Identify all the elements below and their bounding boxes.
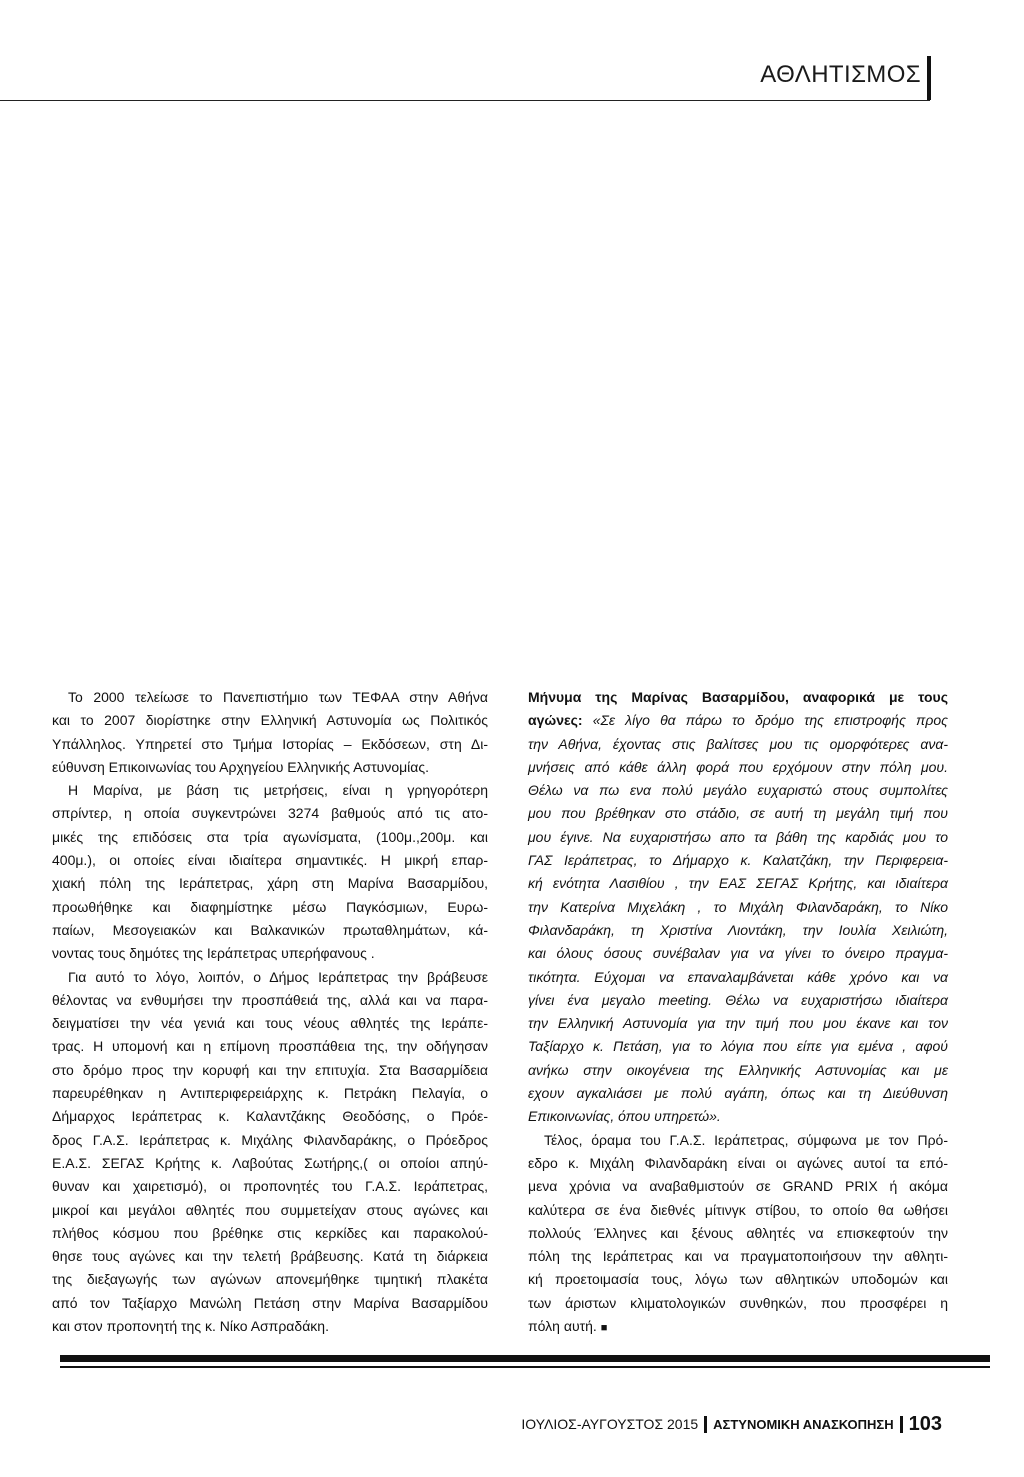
text-line: θησε τους αγώνες και την τελετή βράβευσης. Κατά τη διάρκεια <box>52 1248 488 1265</box>
quote-line: Επικοινωνίας, όπου υπηρετώ». <box>528 1108 721 1125</box>
quote-line: μου που βρέθηκαν στο στάδιο, σε αυτή τη μεγάλη τιμή που <box>528 805 948 822</box>
text-line: της διεξαγωγής των αγώνων απονεμήθηκε τιμητική πλακέτα <box>52 1271 488 1288</box>
article-column-right <box>528 686 948 1338</box>
quote-line: τικότητα. Εύχομαι να επαναλαμβάνεται κάθε χρόνο και να <box>528 968 948 985</box>
quote-line: Ταξίαρχο κ. Πετάση, για το λόγια που είπε για εμένα , αφού <box>528 1038 948 1055</box>
text-line: πολλούς Έλληνες και ξένους αθλητές να επισκεφτούν την <box>528 1224 948 1241</box>
quote-line: μου έγινε. Να ευχαριστήσω απο τα βάθη της καρδιάς μου το <box>528 828 948 845</box>
text-line: εύθυνση Επικοινωνίας του Αρχηγείου Ελληνικής Αστυνομίας. <box>52 758 430 775</box>
text-line: πόλη της Ιεράπετρας και να πραγματοποιήσουν την αθλητι- <box>528 1248 948 1265</box>
text-line <box>528 709 948 732</box>
text-line: θυναν και χαιρετισμό), οι προπονητές του Γ.Α.Σ. Ιεράπετρας, <box>52 1178 488 1195</box>
footer-issue: ΙΟΥΛΙΟΣ-ΑΥΓΟΥΣΤΟΣ 2015 <box>521 1416 699 1432</box>
quote-line: ΓΑΣ Ιεράπετρας, το Δήμαρχο κ. Καλατζάκη, την Περιφερεια- <box>528 852 948 869</box>
quote-line: την Αθήνα, έχοντας στις βαλίτσες μου τις ομορφότερες ανα- <box>528 735 948 752</box>
quote-line: την Κατερίνα Μιχελάκη , το Μιχάλη Φιλανδαράκη, το Νίκο <box>528 898 948 915</box>
quote-line: Φιλανδαράκη, τη Χριστίνα Λιοντάκη, την Ιουλία Χειλιώτη, <box>528 921 948 938</box>
article-column-left <box>52 686 488 1338</box>
text-line <box>528 1315 948 1338</box>
end-mark-icon: ■ <box>600 1322 608 1335</box>
quote-line: την Ελληνική Αστυνομία για την τιμή που μου έκανε και τον <box>528 1015 948 1032</box>
quote-line: μνήσεις από κάθε άλλη φορά που ερχόμουν στην πόλη μου. <box>528 758 948 775</box>
text-line: Δήμαρχος Ιεράπετρας κ. Καλαντζάκης Θεοδόσης, ο Πρόε- <box>52 1108 488 1125</box>
text-line: μικροί και μεγάλοι αθλητές που συμμετείχαν στους αγώνες και <box>52 1201 488 1218</box>
footer-magazine-title: ΑΣΤΥΝΟΜΙΚΗ ΑΝΑΣΚΟΠΗΣΗ <box>713 1416 894 1432</box>
text-line: παίων, Μεσογειακών και Βαλκανικών πρωταθλημάτων, κά- <box>52 921 488 938</box>
text-line: παρευρέθηκαν η Αντιπεριφερειάρχης κ. Πετράκη Πελαγία, ο <box>52 1085 488 1102</box>
text-line: των άριστων κλιματολογικών συνθηκών, που προσφέρει η <box>528 1294 948 1311</box>
footer-separator <box>900 1416 903 1433</box>
text-line: θέλοντας να ενθυμήσει την προσπάθειά της, αλλά και να παρα- <box>52 991 488 1008</box>
text-line: και στον προπονητή της κ. Νίκο Ασπραδάκη. <box>52 1318 329 1335</box>
text-line: χιακή πόλη της Ιεράπετρας, χάρη στη Μαρίνα Βασαρμίδου, <box>52 875 488 892</box>
text-line: Ε.Α.Σ. ΣΕΓΑΣ Κρήτης κ. Λαβούτας Σωτήρης,( οι οποίοι απηύ- <box>52 1154 488 1171</box>
text-line: 400μ.), οι οποίες είναι ιδιαίτερα σημαντικές. Η μικρή επαρ- <box>52 852 488 869</box>
text-line: τρας. Η υπομονή και η επίμονη προσπάθεια της, την οδήγησαν <box>52 1038 488 1055</box>
footer-rule-thin <box>60 1366 990 1368</box>
text-line: Η Μαρίνα, με βάση τις μετρήσεις, είναι η γρηγορότερη <box>68 782 488 799</box>
page-number: 103 <box>908 1412 942 1435</box>
text-line: προωθήθηκε και διαφημίστηκε μέσω Παγκόσμιων, Ευρω- <box>52 898 488 915</box>
quote-line: και όλους όσους συνέβαλαν για να γίνει το όνειρο πραγμα- <box>528 945 948 962</box>
text-line: μενα χρόνια να αναβαθμιστούν σε GRAND PRIX ή ακόμα <box>528 1178 948 1195</box>
footer-rule-thick <box>60 1355 990 1362</box>
text-line: δειγματίσει την νέα γενιά και τους νέους αθλητές της Ιεράπε- <box>52 1015 488 1032</box>
quote-line: εχουν αγκαλιάσει με πολύ αγάπη, όπως και τη Διεύθυνση <box>528 1085 948 1102</box>
quote-line: Θέλω να πω ενα πολύ μεγάλο ευχαριστώ στους συμπολίτες <box>528 782 948 799</box>
section-bar <box>927 56 931 100</box>
quote-line: κή ενότητα Λασιθίου , την ΕΑΣ ΣΕΓΑΣ Κρήτης, και ιδιαίτερα <box>528 875 948 892</box>
text-line: εδρο κ. Μιχάλη Φιλανδαράκη είναι οι αγώνες αυτοί τα επό- <box>528 1154 948 1171</box>
footer-separator <box>704 1416 707 1433</box>
message-title-end: αγώνες: <box>528 712 583 729</box>
quote-text: «Σε λίγο θα πάρω το δρόμο της επιστροφής προς <box>592 712 948 729</box>
quote-line: ανήκω στην οικογένεια της Ελληνικής Αστυνομίας και με <box>528 1061 948 1078</box>
section-title: ΑΘΛΗΤΙΣΜΟΣ <box>760 61 921 88</box>
quote-line: γίνει ένα μεγαλο meeting. Θέλω να ευχαριστήσω ιδιαίτερα <box>528 991 948 1008</box>
text-line: νοντας τους δημότες της Ιεράπετρας υπερήφανους . <box>52 945 375 962</box>
header-rule <box>0 100 930 101</box>
text-line: Υπάλληλος. Υπηρετεί στο Τμήμα Ιστορίας – Εκδόσεων, στη Δι- <box>52 735 488 752</box>
text-line: σπρίντερ, η οποία συγκεντρώνει 3274 βαθμούς από τις ατο- <box>52 805 488 822</box>
text-line: μικές της επιδόσεις στα τρία αγωνίσματα, (100μ.,200μ. και <box>52 828 488 845</box>
text-line: καλύτερα σε ένα διεθνές μίτινγκ στίβου, το οποίο θα ωθήσει <box>528 1201 948 1218</box>
message-title: Μήνυμα της Μαρίνας Βασαρμίδου, αναφορικά με τους <box>528 689 948 705</box>
text-line: πλήθος κόσμου που βρέθηκε στις κερκίδες και παρακολού- <box>52 1224 488 1241</box>
text-line: δρος Γ.Α.Σ. Ιεράπετρας κ. Μιχάλης Φιλανδαράκης, ο Πρόεδρος <box>52 1131 488 1148</box>
text-line: Το 2000 τελείωσε το Πανεπιστήμιο των ΤΕΦΑΑ στην Αθήνα <box>68 689 488 705</box>
page-footer <box>521 1410 942 1438</box>
text-line: Για αυτό το λόγο, λοιπόν, ο Δήμος Ιεράπετρας την βράβευσε <box>68 968 488 985</box>
text-line: στο δρόμο προς την κορυφή και την επιτυχία. Στα Βασαρμίδεια <box>52 1061 488 1078</box>
closing-text: πόλη αυτή. <box>528 1318 597 1335</box>
text-line: κή προετοιμασία τους, λόγω των αθλητικών υποδομών και <box>528 1271 948 1288</box>
text-line: και το 2007 διορίστηκε στην Ελληνική Αστυνομία ως Πολιτικός <box>52 712 488 729</box>
text-line: από τον Ταξίαρχο Μανώλη Πετάση στην Μαρίνα Βασαρμίδου <box>52 1294 488 1311</box>
text-line: Τέλος, όραμα του Γ.Α.Σ. Ιεράπετρας, σύμφωνα με τον Πρό- <box>544 1131 948 1148</box>
